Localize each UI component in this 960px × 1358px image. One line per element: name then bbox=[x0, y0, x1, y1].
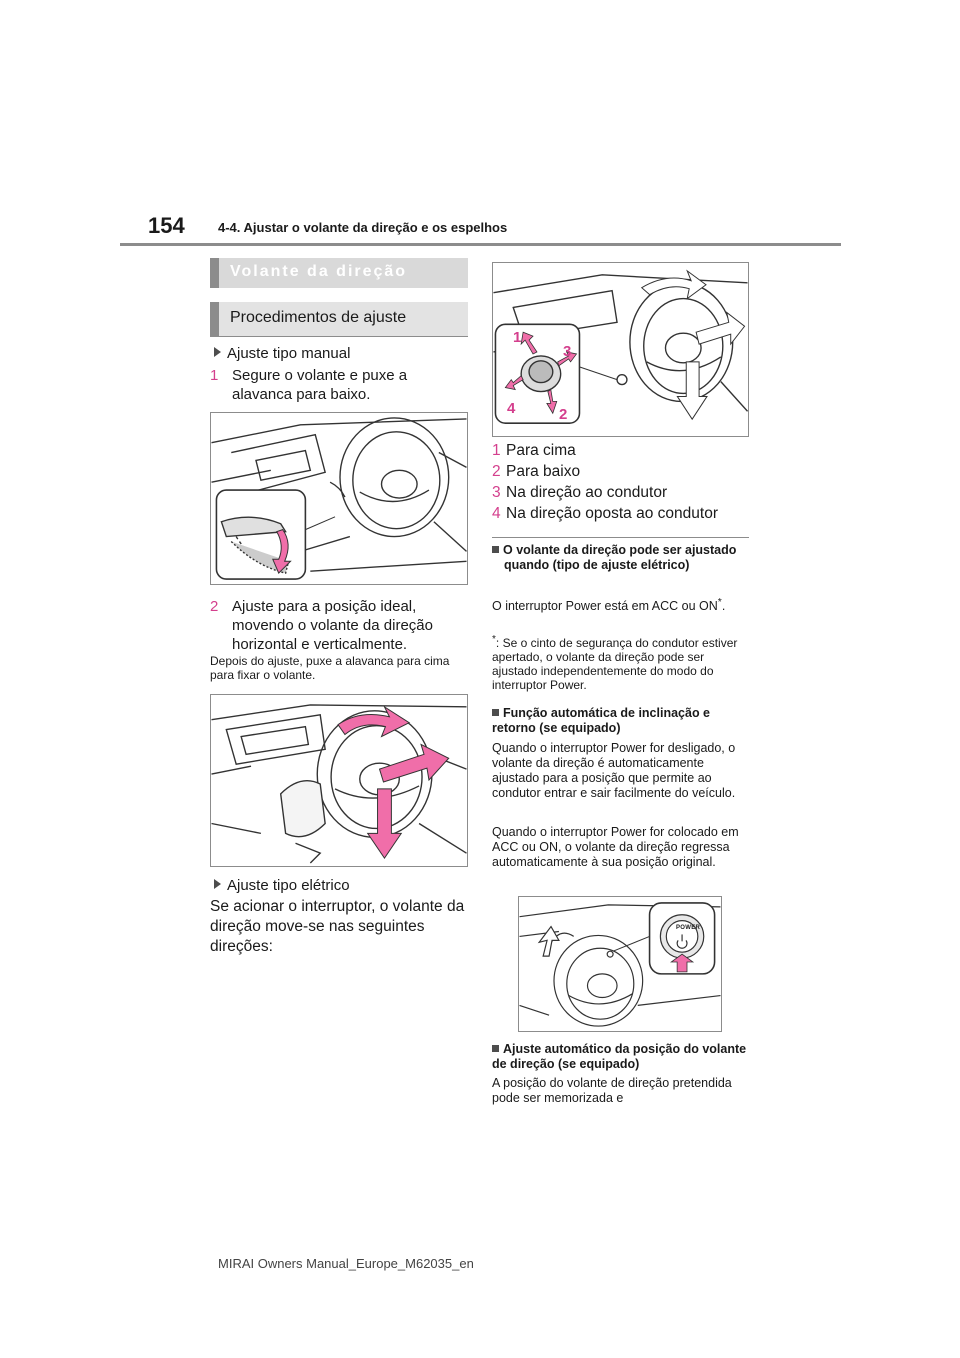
list-item: 3 Na direção ao condutor bbox=[492, 484, 668, 501]
info-title-auto-tilt: Função automática de inclinação e retorno (se equipado) bbox=[492, 706, 711, 735]
step-text: Segure o volante e puxe a alavanca para baixo. bbox=[232, 367, 408, 403]
manual-positioning-figure bbox=[210, 694, 468, 867]
after-adjust-note: Depois do ajuste, puxe a alavanca para cima para fixar o volante. bbox=[210, 654, 450, 682]
manual-lever-figure bbox=[210, 412, 468, 585]
manual-heading: Ajuste tipo manual bbox=[214, 344, 350, 363]
divider bbox=[492, 537, 749, 538]
figure-label-4: 4 bbox=[507, 400, 516, 417]
step-number: 1 bbox=[210, 367, 219, 384]
step-number: 2 bbox=[210, 598, 219, 615]
sub-title: Procedimentos de ajuste bbox=[210, 302, 468, 336]
info-text-auto-position: A posição do volante de direção pretendida pode ser memorizada e bbox=[492, 1076, 732, 1105]
header-rule bbox=[120, 243, 841, 246]
info-title-electric: O volante da direção pode ser ajustado quando (tipo de ajuste elétrico) bbox=[492, 543, 754, 573]
page-number: 154 bbox=[148, 213, 185, 238]
triangle-bullet-icon bbox=[214, 347, 221, 357]
figure-label-1: 1 bbox=[513, 329, 522, 346]
step-text: Ajuste para a posição ideal, movendo o volante da direção horizontal e verticalmente. bbox=[232, 598, 433, 653]
figure-label-3: 3 bbox=[563, 343, 572, 360]
step-1 bbox=[210, 366, 455, 404]
main-title: Volante da direção bbox=[210, 258, 468, 288]
step-2 bbox=[210, 597, 460, 654]
info-text-auto-tilt-2: Quando o interruptor Power for colocado em ACC ou ON, o volante da direção regressa automaticamente à sua posição original. bbox=[492, 825, 739, 869]
electric-heading: Ajuste tipo elétrico bbox=[214, 876, 350, 895]
square-bullet-icon bbox=[492, 709, 499, 716]
footnote: *: Se o cinto de segurança do condutor estiver apertado, o volante da direção pode ser ajustado independentemente do modo do interruptor Power. bbox=[492, 634, 738, 692]
info-text-electric: O interruptor Power está em ACC ou ON*. bbox=[492, 597, 726, 614]
direction-list bbox=[492, 440, 718, 524]
info-text-auto-tilt-1: Quando o interruptor Power for desligado, o volante da direção é automaticamente ajustado para a posição que permite ao condutor entrar e sair facilmente do veículo. bbox=[492, 741, 736, 800]
sub-title-rule bbox=[210, 336, 468, 337]
square-bullet-icon bbox=[492, 546, 499, 553]
electric-description: Se acionar o interruptor, o volante da direção move-se nas seguintes direções: bbox=[210, 898, 465, 955]
list-item: 1 Para cima bbox=[492, 442, 576, 459]
square-bullet-icon bbox=[492, 1045, 499, 1052]
list-item: 4 Na direção oposta ao condutor bbox=[492, 505, 718, 522]
power-switch-figure bbox=[518, 896, 722, 1032]
figure-label-2: 2 bbox=[559, 406, 568, 423]
power-label: POWER bbox=[676, 925, 701, 931]
info-title-auto-position: Ajuste automático da posição do volante de direção (se equipado) bbox=[492, 1042, 747, 1071]
section-header: 4-4. Ajustar o volante da direção e os espelhos bbox=[218, 220, 508, 235]
list-item: 2 Para baixo bbox=[492, 463, 581, 480]
footer: MIRAI Owners Manual_Europe_M62035_en bbox=[218, 1256, 474, 1271]
triangle-bullet-icon bbox=[214, 879, 221, 889]
electric-switch-figure bbox=[492, 262, 749, 437]
